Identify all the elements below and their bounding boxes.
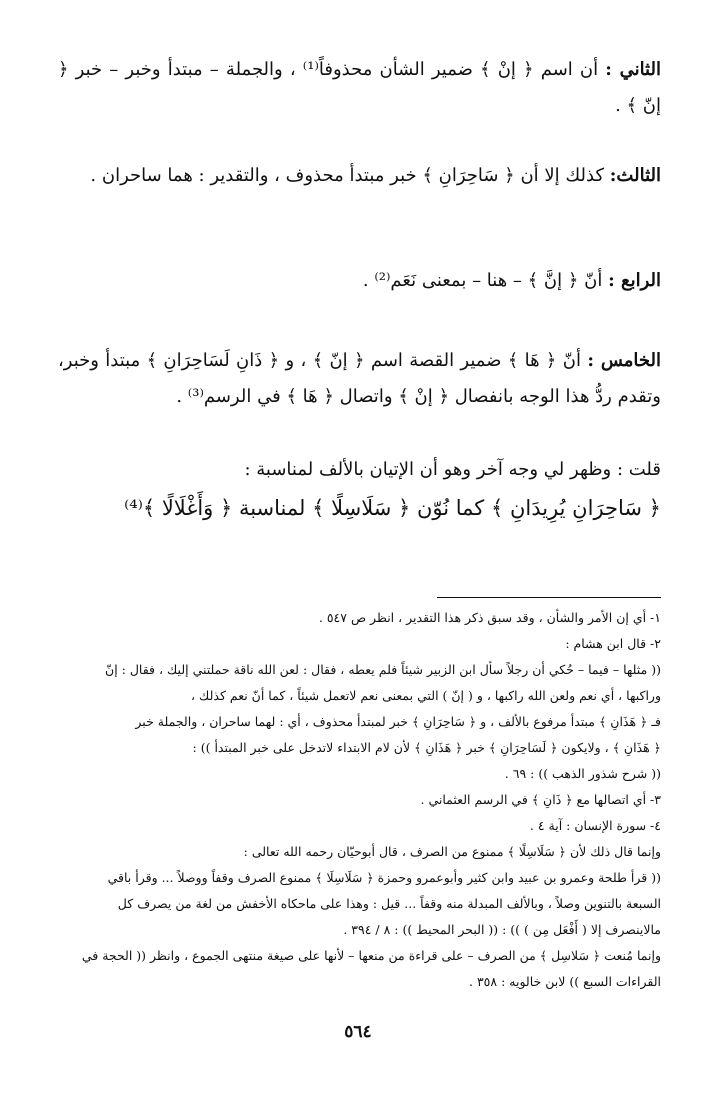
footnote-line: ٣- أي اتصالها مع ﴿ ذَانِ ﴾ في الرسم العثماني . [420,792,661,807]
footnotes [58,605,661,995]
paragraph-lead: الرابع : [608,270,661,291]
footnote-line: (( شرح شذور الذهب )) : ٦٩ . [504,766,661,781]
footnote-line: (( قرأ طلحة وعمرو بن عبيد وابن كثير وأبوعمرو وحمزة ﴿ سَلَاسِلَا ﴾ ممنوع الصرف وقفاً ووصلاً ... وقرأ باقي [107,870,661,885]
paragraph-lead: الثالث: [609,165,661,186]
footnote-line: ٤- سورة الإنسان : آية ٤ . [529,818,661,833]
paragraph-text: كذلك إلا أن ﴿ سَاحِرَانِ ﴾ خبر مبتدأ محذوف ، والتقدير : هما ساحران . [90,165,610,186]
paragraph-text: قلت : وظهر لي وجه آخر وهو أن الإتيان بالألف لمناسبة : [244,459,661,480]
paragraph-author-view [58,452,661,528]
footnote-line: ١- أي إن الأمر والشأن ، وقد سبق ذكر هذا التقدير ، انظر ص ٥٤٧ . [318,610,661,625]
footnote-line: السبعة بالتنوين وصلاً ، وبالألف المبدلة منه وقفاً ... قيل : وهذا على ماحكاه الأخفش من لغة من يصرف كل [117,896,661,911]
footnote-line: وإنما قال ذلك لأن ﴿ سَلَاسِلًا ﴾ ممنوع من الصرف ، قال أبوحيّان رحمه الله تعالى : [243,844,661,859]
paragraph-text: أنّ ﴿ إنَّ ﴾ – هنا – بمعنى نَعَم⁽²⁾ . [362,270,609,291]
paragraph-text: أن اسم ﴿ إنْ ﴾ ضمير الشأن محذوفاً⁽¹⁾ ، والجملة – مبتدأ وخبر – خبر ﴿ إنّ ﴾ . [58,59,661,116]
paragraph-fifth-view [58,343,661,415]
paragraph-lead: الخامس : [587,350,661,371]
paragraph-second-view [58,52,661,124]
paragraph-text: أنّ ﴿ هَا ﴾ ضمير القصة اسم ﴿ إنّ ﴾ ، و ﴿ ذَانِ لَسَاحِرَانِ ﴾ مبتدأ وخبر، وتقدم ردُّ هذا الوجه بانفصال ﴿ إنْ ﴾ واتصال ﴿ هَا ﴾ في الرسم⁽³⁾ . [58,350,661,407]
footnote-line: وراكبها ، أي نعم ولعن الله راكبها ، و ( إنّ ) التي بمعنى نعم لاتعمل شيئاً ، كما أنّ نعم كذلك ، [191,688,661,703]
footnote-4 [58,813,661,995]
page-number: ٥٦٤ [344,1022,372,1042]
paragraph-third-view [58,158,661,194]
footnote-line: وإنما مُنعت ﴿ سَلاسِل ﴾ من الصرف – على قراءة من منعها – لأنها على صيغة منتهى الجموع ، وانظر (( الحجة في [81,948,661,963]
paragraph-fourth-view [58,263,661,299]
footnote-line: (( مثلها – فيما – حُكي أن رجلاً سأل ابن الزبير شيئاً فلم يعطه ، فقال : لعن الله ناقة حملتني إليك ، فقال : إنّ [105,662,661,677]
quranic-quote: ﴿ سَاحِرَانِ يُرِيدَانِ ﴾ كما نُوّن ﴿ سَلَاسِلًا ﴾ لمناسبة ﴿ وَأَغْلَالًا ﴾⁽⁴⁾ [124,496,661,520]
footnote-3 [58,787,661,813]
paragraph-lead: الثاني : [605,59,661,80]
footnote-line: مالاينصرف إلا ( أَفْعَل مِن ) )) : (( البحر المحيط )) : ٨ / ٣٩٤ . [343,922,661,937]
footnote-line: فـ ﴿ هَذَانِ ﴾ مبتدأ مرفوع بالألف ، و ﴿ سَاحِرَانِ ﴾ خبر لمبتدأ محذوف ، أي : لهما ساحران ، والجملة خبر [135,714,661,729]
footnote-line: ٢- قال ابن هشام : [565,636,661,651]
footnote-line: القراءات السبع )) لابن خالويه : ٣٥٨ . [469,974,661,989]
footnote-1 [58,605,661,631]
footnote-2 [58,631,661,787]
footnote-separator [437,597,661,598]
footnote-line: ﴿ هَذَانِ ﴾ ، ولايكون ﴿ لَسَاحِرَانِ ﴾ خبر ﴿ هَذَانِ ﴾ لأن لام الابتداء لاتدخل على خبر المبتدأ )) : [192,740,661,755]
